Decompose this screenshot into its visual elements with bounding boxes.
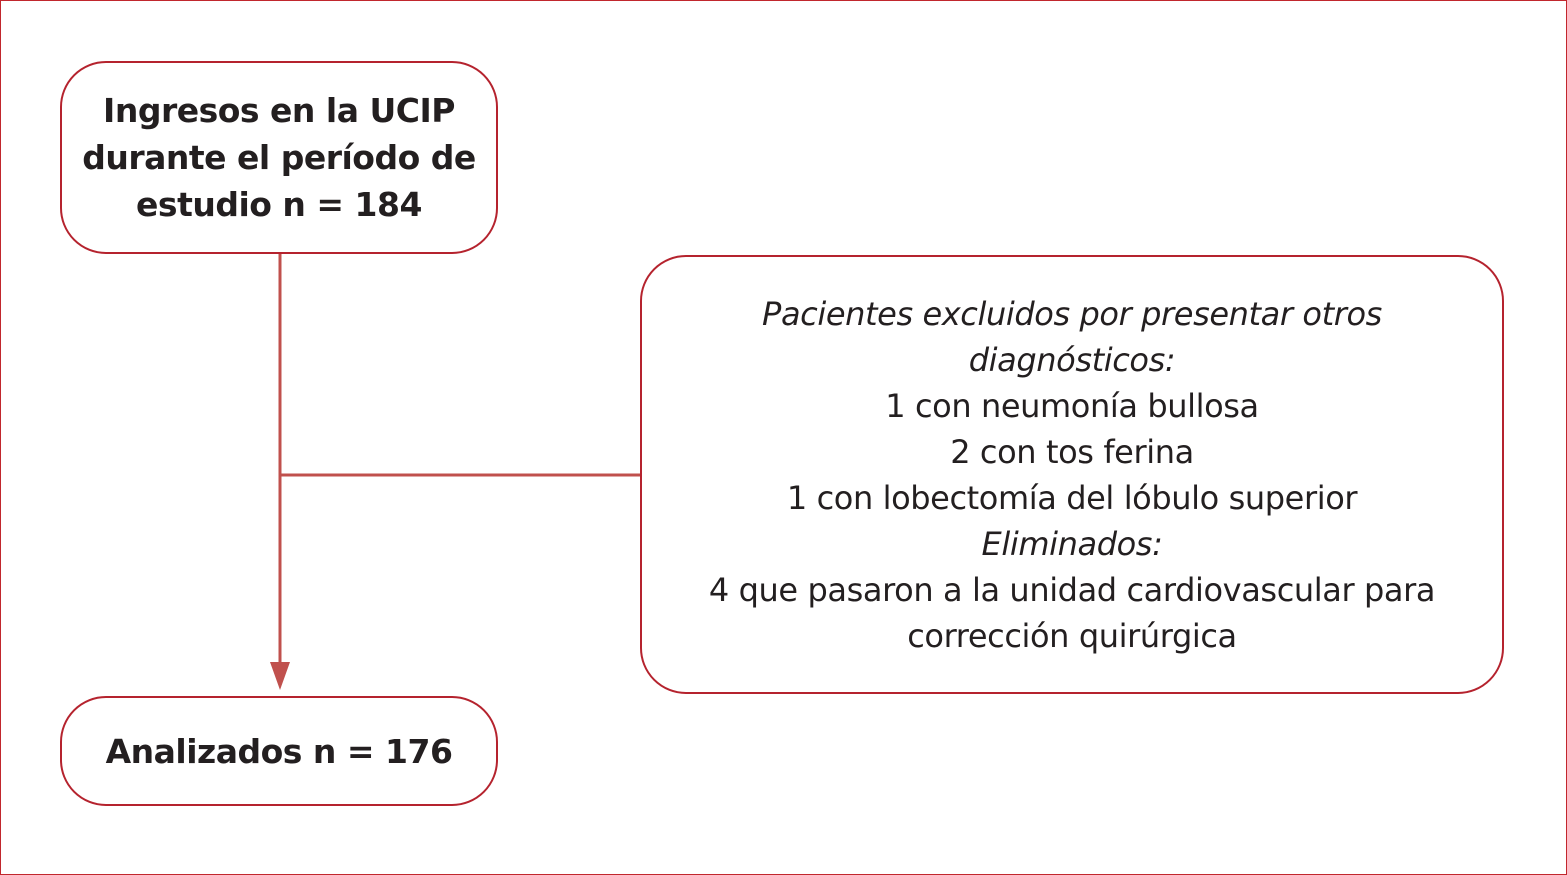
- admissions-line: Ingresos en la UCIP: [103, 91, 455, 130]
- excluded-item: 1 con neumonía bullosa: [885, 386, 1259, 425]
- excluded-node: [640, 255, 1504, 694]
- excluded-item: 2 con tos ferina: [950, 432, 1194, 471]
- excluded-item: 1 con lobectomía del lóbulo superior: [786, 478, 1358, 517]
- admissions-line: durante el período de: [82, 138, 476, 177]
- analyzed-line: Analizados n = 176: [105, 731, 453, 771]
- eliminated-item: corrección quirúrgica: [907, 616, 1237, 655]
- admissions-line: estudio n = 184: [136, 185, 422, 224]
- excluded-heading: Pacientes excluidos por presentar otros: [762, 294, 1382, 333]
- eliminated-item: 4 que pasaron a la unidad cardiovascular para: [708, 570, 1436, 609]
- eliminated-heading: Eliminados:: [981, 524, 1163, 563]
- admissions-node: [60, 61, 498, 254]
- arrowhead-to-analyzed: [270, 662, 290, 690]
- analyzed-node: [60, 696, 498, 806]
- excluded-heading: diagnósticos:: [968, 340, 1176, 379]
